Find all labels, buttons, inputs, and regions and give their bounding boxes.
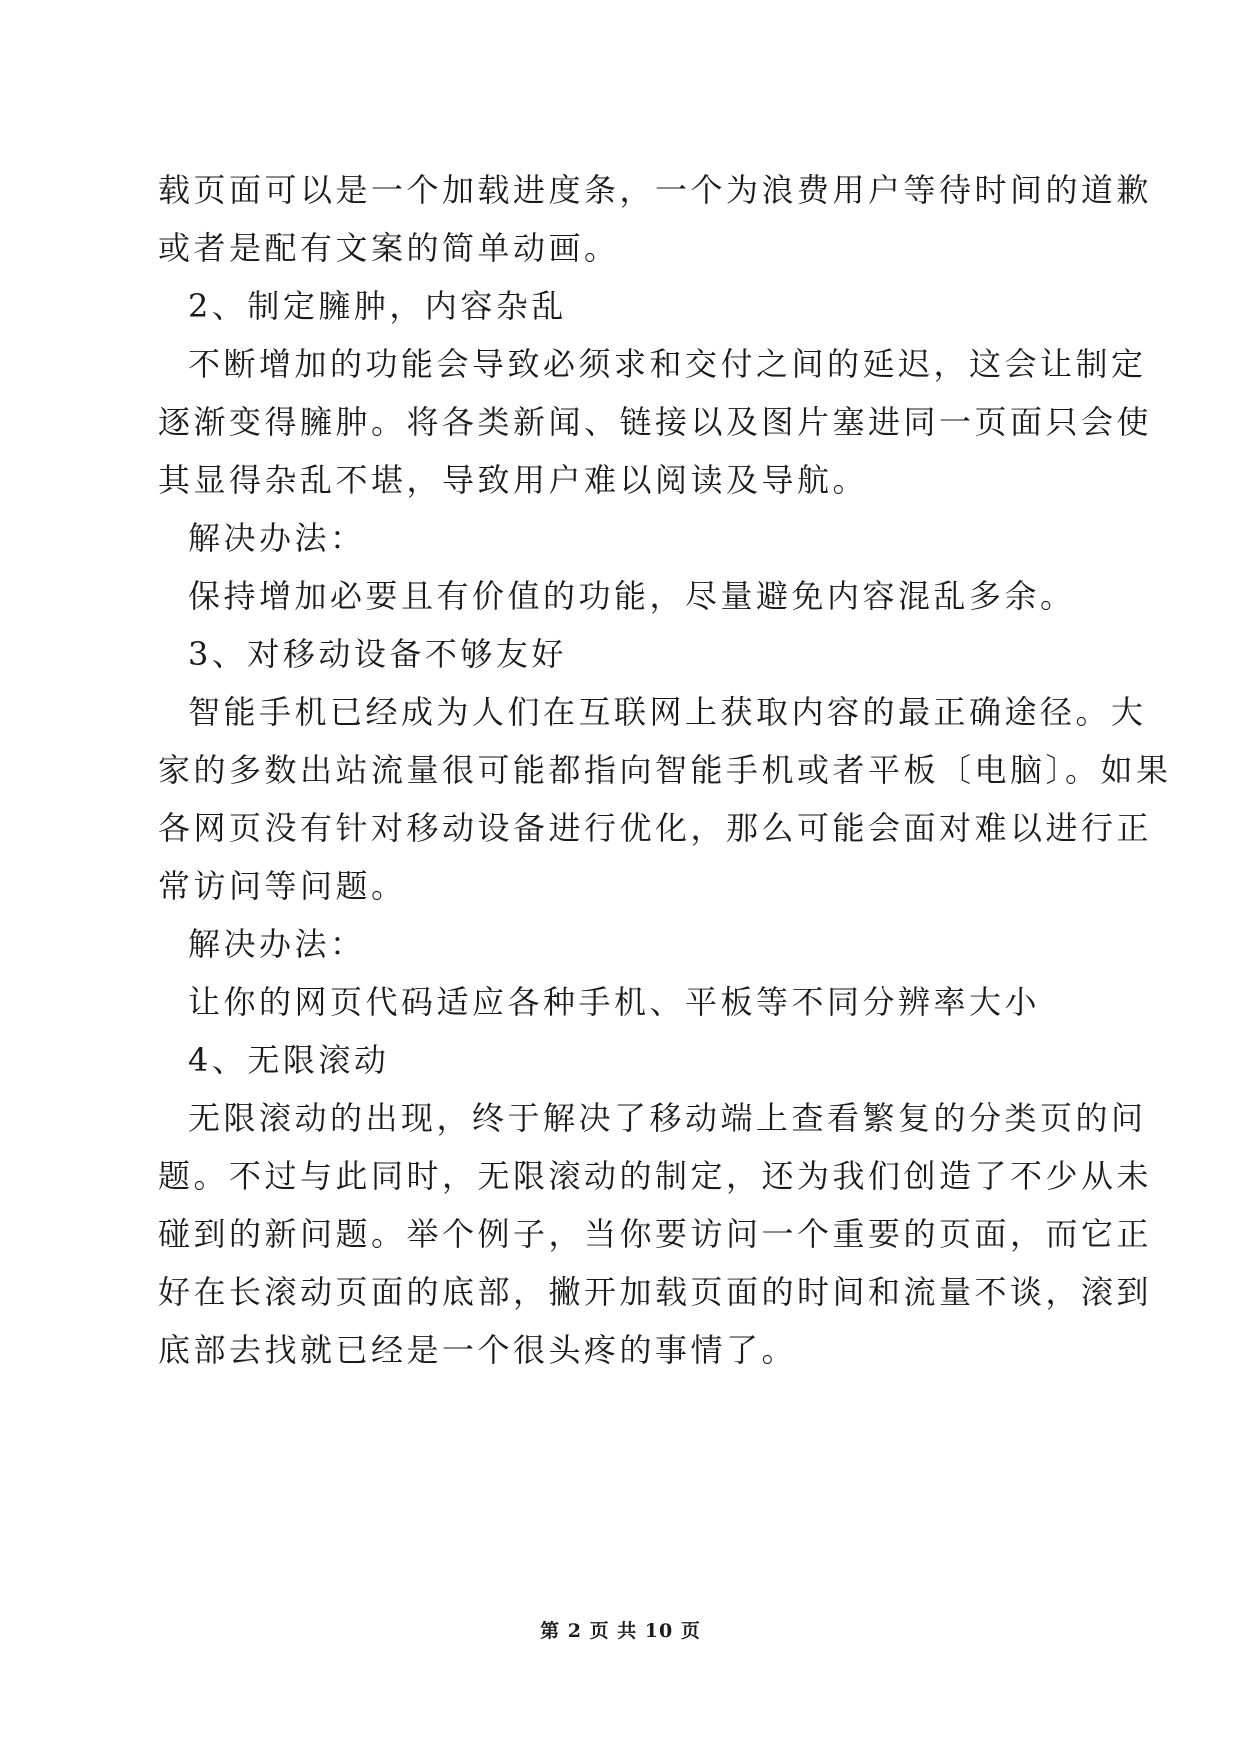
body-text-line: 无限滚动的出现，终于解决了移动端上查看繁复的分类页的问 [188, 1099, 1147, 1137]
body-text-line: 或者是配有文案的简单动画。 [158, 229, 620, 267]
section-heading: 4、无限滚动 [188, 1041, 390, 1079]
body-text-line: 保持增加必要且有价值的功能，尽量避免内容混乱多余。 [188, 577, 1076, 615]
body-text-line: 各网页没有针对移动设备进行优化，那么可能会面对难以进行正 [158, 809, 1153, 847]
body-text-line: 让你的网页代码适应各种手机、平板等不同分辨率大小 [188, 983, 1041, 1021]
body-text-line: 题。不过与此同时，无限滚动的制定，还为我们创造了不少从未 [158, 1157, 1153, 1195]
body-text-line: 其显得杂乱不堪，导致用户难以阅读及导航。 [158, 461, 869, 499]
body-text-line: 载页面可以是一个加载进度条，一个为浪费用户等待时间的道歉 [158, 171, 1153, 209]
section-heading: 2、制定臃肿，内容杂乱 [188, 287, 567, 325]
body-text-line: 好在长滚动页面的底部，撇开加载页面的时间和流量不谈，滚到 [158, 1273, 1153, 1311]
solution-label: 解决办法： [188, 925, 366, 963]
body-text-line: 智能手机已经成为人们在互联网上获取内容的最正确途径。大 [188, 693, 1147, 731]
body-text-line: 家的多数出站流量很可能都指向智能手机或者平板〔电脑〕。如果 [158, 751, 1172, 789]
body-text-line: 逐渐变得臃肿。将各类新闻、链接以及图片塞进同一页面只会使 [158, 403, 1153, 441]
solution-label: 解决办法： [188, 519, 366, 557]
body-text-line: 碰到的新问题。举个例子，当你要访问一个重要的页面，而它正 [158, 1215, 1153, 1253]
body-text-line: 常访问等问题。 [158, 867, 407, 905]
body-text-line: 不断增加的功能会导致必须求和交付之间的延迟，这会让制定 [188, 345, 1147, 383]
page-number-footer: 第 2 页 共 10 页 [540, 1620, 701, 1642]
section-heading: 3、对移动设备不够友好 [188, 635, 567, 673]
body-text-line: 底部去找就已经是一个很头疼的事情了。 [158, 1331, 798, 1369]
